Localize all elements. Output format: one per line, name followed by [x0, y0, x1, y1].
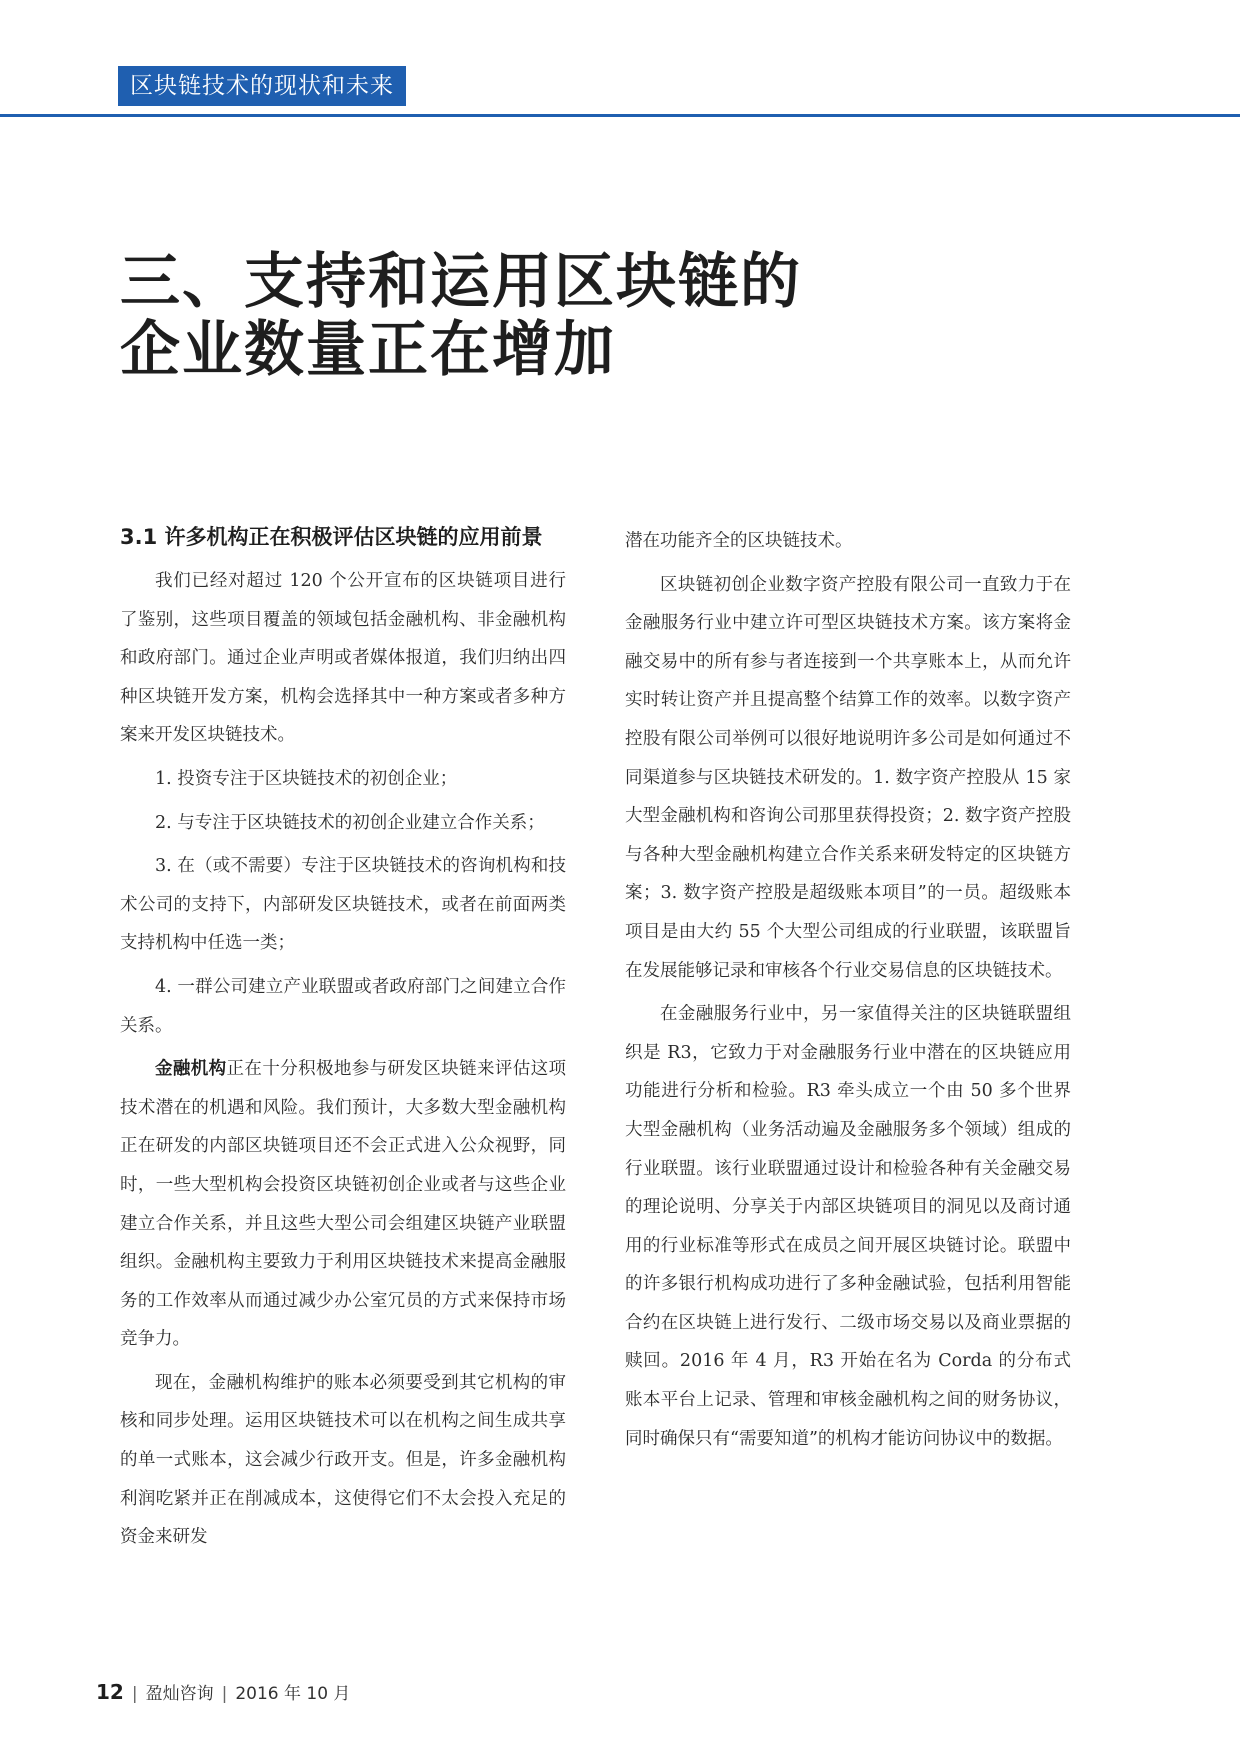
right-column	[625, 522, 1071, 1463]
chapter-title-line-1: 三、支持和运用区块链的	[120, 247, 802, 317]
chapter-title	[120, 248, 802, 384]
footer-date: 2016 年 10 月	[235, 1684, 351, 1704]
footer-separator: |	[221, 1684, 228, 1704]
footer-separator: |	[131, 1684, 138, 1704]
paragraph-financial-institutions-text: 正在十分积极地参与研发区块链来评估这项技术潜在的机遇和风险。我们预计，大多数大型金融机构正在研发的内部区块链项目还不会正式进入公众视野，同时，一些大型机构会投资区块链初创企业或者与这些企业建立合作关系，并且这些大型公司会组建区块链产业联盟组织。金融机构主要致力于利用区块链技术来提高金融服务的工作效率从而通过减少办公室冗员的方式来保持市场竞争力。	[120, 1059, 566, 1350]
paragraph-intro: 我们已经对超过 120 个公开宣布的区块链项目进行了鉴别，这些项目覆盖的领域包括金融机构、非金融机构和政府部门。通过企业声明或者媒体报道，我们归纳出四种区块链开发方案，机构会选择其中一种方案或者多种方案来开发区块链技术。	[120, 571, 566, 746]
paragraph-financial-institutions	[120, 1050, 566, 1359]
chapter-title-line-2: 企业数量正在增加	[120, 315, 616, 385]
paragraph-ledger: 现在，金融机构维护的账本必须要受到其它机构的审核和同步处理。运用区块链技术可以在机构之间生成共享的单一式账本，这会减少行政开支。但是，许多金融机构利润吃紧并正在削减成本，这使得它们不太会投入充足的资金来研发	[120, 1372, 566, 1548]
paragraph-r3: 在金融服务行业中，另一家值得关注的区块链联盟组织是 R3，它致力于对金融服务行业中潜在的区块链应用功能进行分析和检验。R3 牵头成立一个由 50 多个世界大型金融机构（业务活动遍及金融服务多个领域）组成的行业联盟。该行业联盟通过设计和检验各种有关金融交易的理论说明、分享关于内部区块链项目的洞见以及商讨通用的行业标准等形式在成员之间开展区块链讨论。联盟中的许多银行机构成功进行了多种金融试验，包括利用智能合约在区块链上进行发行、二级市场交易以及商业票据的赎回。2016 年 4 月，R3 开始在名为 Corda 的分布式账本平台上记录、管理和审核金融机构之间的财务协议，同时确保只有“需要知道”的机构才能访问协议中的数据。	[625, 1004, 1071, 1449]
paragraph-digital-asset: 区块链初创企业数字资产控股有限公司一直致力于在金融服务行业中建立许可型区块链技术方案。该方案将金融交易中的所有参与者连接到一个共享账本上，从而允许实时转让资产并且提高整个结算工作的效率。以数字资产控股有限公司举例可以很好地说明许多公司是如何通过不同渠道参与区块链技术研发的。1. 数字资产控股从 15 家大型金融机构和咨询公司那里获得投资；2. 数字资产控股与各种大型金融机构建立合作关系来研发特定的区块链方案；3. 数字资产控股是超级账本项目”的一员。超级账本项目是由大约 55 个大型公司组成的行业联盟，该联盟旨在发展能够记录和审核各个行业交易信息的区块链技术。	[625, 574, 1071, 981]
footer-publisher: 盈灿咨询	[145, 1684, 214, 1704]
list-item-3: 3. 在（或不需要）专注于区块链技术的咨询机构和技术公司的支持下，内部研发区块链技术，或者在前面两类支持机构中任选一类；	[120, 856, 566, 954]
list-item-1: 1. 投资专注于区块链技术的初创企业；	[155, 768, 458, 789]
bold-term: 金融机构	[155, 1059, 227, 1080]
list-item-2: 2. 与专注于区块链技术的初创企业建立合作关系；	[155, 812, 545, 833]
header-rule	[0, 114, 1240, 117]
section-tag: 区块链技术的现状和未来	[118, 66, 406, 106]
section-heading: 3.1 许多机构正在积极评估区块链的应用前景	[120, 525, 543, 549]
left-column	[120, 518, 566, 1562]
paragraph-continued: 潜在功能齐全的区块链技术。	[625, 531, 853, 551]
list-item-4: 4. 一群公司建立产业联盟或者政府部门之间建立合作关系。	[120, 976, 566, 1036]
page-number: 12	[96, 1680, 124, 1704]
page-footer	[96, 1680, 350, 1706]
